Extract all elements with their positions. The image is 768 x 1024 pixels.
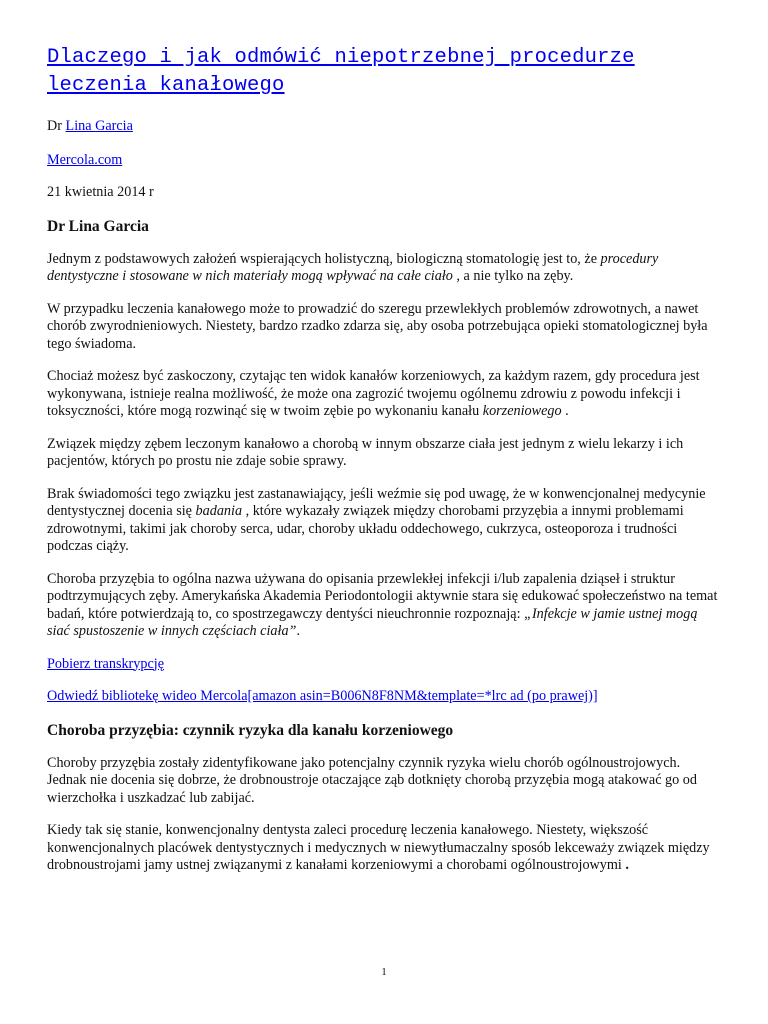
video-library-link[interactable]: Odwiedź bibliotekę wideo Mercola[amazon asin=B006N8F8NM&template=*lrc ad (po prawej)] [47, 688, 598, 704]
paragraph-5-text: Brak świadomości tego związku jest zastanawiający, jeśli weźmie się pod uwagę, że w konwencjonalnej medycynie dentystycznej docenia się [47, 485, 706, 519]
document-page [47, 44, 723, 875]
paragraph-1-end: , a nie tylko na zęby. [452, 268, 574, 284]
paragraph-3-italic: korzeniowego [482, 403, 562, 419]
paragraph-7: Choroby przyzębia zostały zidentyfikowane jako potencjalny czynnik ryzyka wielu chorób ogólnoustrojowych. Jednak nie docenia się dobrze, że drobnoustroje otaczające ząb dotknięty chorobą przyzębia mogą atakować go od wierzchołka i uszkadzać lub zabijać. [47, 754, 697, 806]
paragraph-3 [47, 368, 723, 421]
author-prefix: Dr [47, 118, 62, 134]
page-number: 1 [381, 966, 387, 978]
paragraph-1-italic: procedury dentystyczne i stosowane w nich materiały mogą wpływać na całe ciało [47, 250, 659, 284]
paragraph-1 [47, 251, 723, 286]
download-transcript-link[interactable]: Pobierz transkrypcję [47, 655, 165, 672]
paragraph-3-end: . [561, 403, 569, 419]
date: 21 kwietnia 2014 r [47, 184, 154, 200]
paragraph-3-text: Chociaż możesz być zaskoczony, czytając ten widok kanałów korzeniowych, za każdym razem, gdy procedura jest wykonywana, istnieje realna możliwość, że może ona zagrozić twojemu ogólnemu zdrowiu z powodu infekcji i toksyczności, które mogą rozwinąć się w twoim zębie po wykonaniu kanału [47, 368, 700, 419]
paragraph-1-text: Jednym z podstawowych założeń wspierających holistyczną, biologiczną stomatologię jest to, że [47, 250, 601, 267]
video-library-line [47, 688, 723, 706]
paragraph-2: W przypadku leczenia kanałowego może to prowadzić do szeregu przewlekłych problemów zdrowotnych, a nawet chorób zwyrodnieniowych. Niestety, bardzo rzadko zdarza się, aby osoba potrzebująca opieki stomatologicznej była tego świadoma. [47, 300, 708, 352]
paragraph-6-text: Choroba przyzębia to ogólna nazwa używana do opisania przewlekłej infekcji i/lub zapalenia dziąseł i struktur podtrzymujących zęby. Amerykańska Akademia Periodontologii aktywnie stara się edukować społeczeństwo na temat badań, które potwierdzają to, co spostrzegawczy dentyści nieuchronnie rozpoznają: [47, 570, 718, 622]
author-heading: Dr Lina Garcia [47, 217, 149, 235]
source-link[interactable]: Mercola.com [47, 151, 123, 168]
article-title-link[interactable]: Dlaczego i jak odmówić niepotrzebnej procedurze leczenia kanałowego [47, 46, 635, 97]
paragraph-5 [47, 486, 723, 556]
paragraph-6-end: . [296, 623, 300, 639]
paragraph-8 [47, 822, 723, 875]
author-line [47, 118, 723, 136]
section-heading: Choroba przyzębia: czynnik ryzyka dla kanału korzeniowego [47, 721, 454, 739]
paragraph-5-italic: badania [195, 503, 243, 519]
author-link[interactable]: Lina Garcia [65, 118, 133, 134]
paragraph-5-end: , które wykazały związek między chorobami przyzębia a innymi problemami zdrowotnymi, takimi jak choroby serca, udar, choroby układu oddechowego, cukrzyca, osteoporoza i trudności podczas ciąży. [47, 503, 684, 554]
paragraph-8-text: Kiedy tak się stanie, konwencjonalny dentysta zaleci procedurę leczenia kanałowego. Niestety, większość konwencjonalnych placówek dentystycznych i medycznych w niewytłumaczalny sposób lekceważy związek między drobnoustrojami jamy ustnej związanymi z kanałami korzeniowymi a chorobami ogólnoustrojowymi [47, 822, 710, 873]
paragraph-4: Związek między zębem leczonym kanałowo a chorobą w innym obszarze ciała jest jednym z wielu lekarzy i ich pacjentów, których po prostu nie zdaje sobie sprawy. [47, 435, 684, 469]
source-line [47, 152, 723, 170]
paragraph-6 [47, 571, 723, 641]
paragraph-8-end: . [621, 857, 629, 873]
paragraph-6-quote: „Infekcje w jamie ustnej mogą siać spustoszenie w innych częściach ciała” [47, 605, 698, 639]
transcript-line [47, 656, 723, 674]
